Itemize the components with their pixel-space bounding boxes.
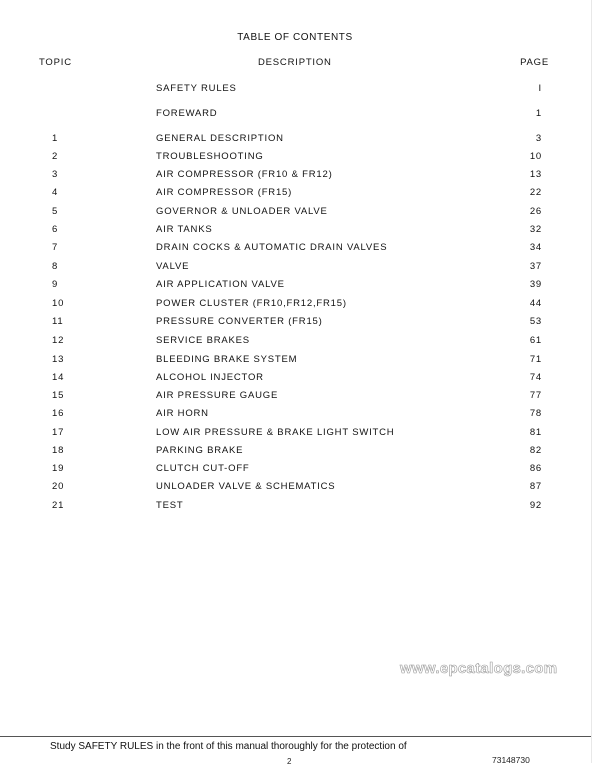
toc-topic-number: 14 bbox=[52, 372, 65, 383]
toc-page-number: 77 bbox=[529, 390, 542, 401]
toc-row bbox=[0, 463, 613, 477]
toc-topic-number: 1 bbox=[52, 133, 59, 144]
toc-page-number: 87 bbox=[529, 481, 542, 492]
toc-description: TROUBLESHOOTING bbox=[156, 151, 264, 162]
toc-row bbox=[0, 427, 613, 441]
toc-topic-number: 21 bbox=[52, 500, 65, 511]
toc-page-number: 78 bbox=[529, 408, 542, 419]
toc-description: TEST bbox=[156, 500, 184, 511]
toc-page-number: 92 bbox=[529, 500, 542, 511]
toc-description: AIR COMPRESSOR (FR10 & FR12) bbox=[156, 169, 333, 180]
topic-column-header: TOPIC bbox=[39, 57, 72, 68]
toc-row bbox=[0, 481, 613, 495]
toc-description: GOVERNOR & UNLOADER VALVE bbox=[156, 206, 328, 217]
document-number: 73148730 bbox=[492, 755, 530, 765]
toc-description: VALVE bbox=[156, 261, 190, 272]
toc-row bbox=[0, 83, 613, 97]
toc-description: SERVICE BRAKES bbox=[156, 335, 250, 346]
toc-description: FOREWARD bbox=[156, 108, 218, 119]
toc-row bbox=[0, 408, 613, 422]
toc-topic-number: 15 bbox=[52, 390, 65, 401]
toc-row bbox=[0, 500, 613, 514]
page-column-header: PAGE bbox=[520, 57, 549, 68]
toc-topic-number: 16 bbox=[52, 408, 65, 419]
toc-description: POWER CLUSTER (FR10,FR12,FR15) bbox=[156, 298, 347, 309]
toc-page-number: 26 bbox=[529, 206, 542, 217]
toc-topic-number: 9 bbox=[52, 279, 59, 290]
toc-row bbox=[0, 169, 613, 183]
toc-description: AIR HORN bbox=[156, 408, 209, 419]
toc-page-number: I bbox=[538, 83, 542, 94]
toc-topic-number: 19 bbox=[52, 463, 65, 474]
toc-topic-number: 6 bbox=[52, 224, 59, 235]
toc-topic-number: 12 bbox=[52, 335, 65, 346]
toc-page-number: 10 bbox=[529, 151, 542, 162]
toc-description: UNLOADER VALVE & SCHEMATICS bbox=[156, 481, 336, 492]
toc-topic-number: 11 bbox=[52, 316, 64, 327]
toc-row bbox=[0, 108, 613, 122]
toc-page-number: 22 bbox=[529, 187, 542, 198]
toc-page-number: 44 bbox=[529, 298, 542, 309]
toc-page-number: 34 bbox=[529, 242, 542, 253]
toc-row bbox=[0, 206, 613, 220]
toc-page-number: 37 bbox=[529, 261, 542, 272]
toc-row bbox=[0, 390, 613, 404]
toc-page-number: 82 bbox=[529, 445, 542, 456]
toc-description: AIR PRESSURE GAUGE bbox=[156, 390, 279, 401]
toc-topic-number: 20 bbox=[52, 481, 65, 492]
watermark: www.epcatalogs.com bbox=[400, 660, 558, 677]
toc-row bbox=[0, 445, 613, 459]
toc-description: AIR COMPRESSOR (FR15) bbox=[156, 187, 293, 198]
toc-description: LOW AIR PRESSURE & BRAKE LIGHT SWITCH bbox=[156, 427, 395, 438]
toc-topic-number: 17 bbox=[52, 427, 65, 438]
toc-description: BLEEDING BRAKE SYSTEM bbox=[156, 354, 298, 365]
footer-divider bbox=[0, 736, 592, 737]
toc-topic-number: 7 bbox=[52, 242, 59, 253]
toc-page-number: 86 bbox=[529, 463, 542, 474]
toc-description: DRAIN COCKS & AUTOMATIC DRAIN VALVES bbox=[156, 242, 388, 253]
toc-row bbox=[0, 261, 613, 275]
toc-topic-number: 2 bbox=[52, 151, 59, 162]
toc-topic-number: 8 bbox=[52, 261, 59, 272]
toc-page-number: 3 bbox=[535, 133, 542, 144]
toc-row bbox=[0, 133, 613, 147]
toc-page-number: 13 bbox=[529, 169, 542, 180]
toc-description: PRESSURE CONVERTER (FR15) bbox=[156, 316, 323, 327]
page-edge bbox=[591, 0, 613, 763]
toc-page-number: 39 bbox=[529, 279, 542, 290]
toc-page-number: 74 bbox=[529, 372, 542, 383]
page-title: TABLE OF CONTENTS bbox=[237, 32, 353, 43]
toc-page-number: 32 bbox=[529, 224, 542, 235]
toc-description: GENERAL DESCRIPTION bbox=[156, 133, 284, 144]
toc-topic-number: 5 bbox=[52, 206, 59, 217]
toc-description: SAFETY RULES bbox=[156, 83, 237, 94]
toc-page-number: 71 bbox=[529, 354, 542, 365]
toc-description: AIR APPLICATION VALVE bbox=[156, 279, 285, 290]
toc-row bbox=[0, 354, 613, 368]
toc-description: PARKING BRAKE bbox=[156, 445, 244, 456]
toc-row bbox=[0, 151, 613, 165]
toc-topic-number: 4 bbox=[52, 187, 59, 198]
toc-row bbox=[0, 279, 613, 293]
toc-row bbox=[0, 187, 613, 201]
toc-topic-number: 10 bbox=[52, 298, 65, 309]
toc-row bbox=[0, 316, 613, 330]
toc-page-number: 61 bbox=[529, 335, 542, 346]
footer-note: Study SAFETY RULES in the front of this manual thoroughly for the protection of bbox=[50, 741, 407, 752]
toc-topic-number: 18 bbox=[52, 445, 65, 456]
toc-page-number: 81 bbox=[529, 427, 542, 438]
toc-row bbox=[0, 298, 613, 312]
toc-description: CLUTCH CUT-OFF bbox=[156, 463, 250, 474]
page-number: 2 bbox=[287, 757, 292, 766]
description-column-header: DESCRIPTION bbox=[258, 57, 332, 68]
toc-topic-number: 13 bbox=[52, 354, 65, 365]
toc-page-number: 53 bbox=[529, 316, 542, 327]
toc-topic-number: 3 bbox=[52, 169, 59, 180]
toc-page-number: 1 bbox=[535, 108, 542, 119]
toc-row bbox=[0, 224, 613, 238]
toc-row bbox=[0, 335, 613, 349]
toc-row bbox=[0, 372, 613, 386]
toc-row bbox=[0, 242, 613, 256]
toc-description: ALCOHOL INJECTOR bbox=[156, 372, 264, 383]
toc-description: AIR TANKS bbox=[156, 224, 213, 235]
